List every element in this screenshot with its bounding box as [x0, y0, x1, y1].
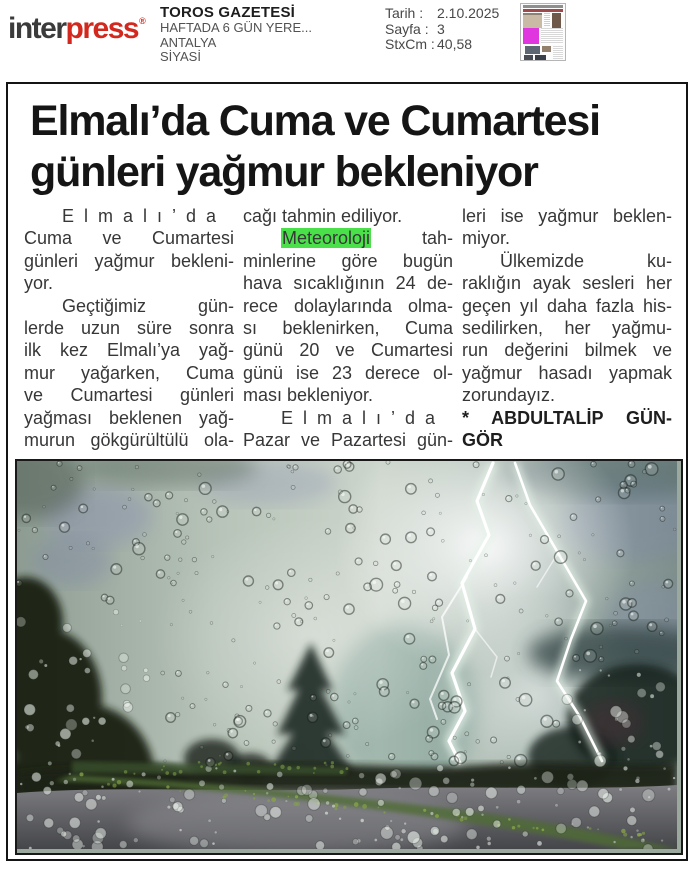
- article-body: [8, 198, 686, 451]
- article-line: günü ise 23 derece ol-: [243, 362, 453, 383]
- article-column-1: [24, 205, 234, 451]
- article-line: Meteoroloji tah-: [282, 228, 453, 249]
- thumb-masthead: [523, 5, 563, 8]
- source-name: TOROS GAZETESİ: [160, 4, 296, 21]
- article-line: hava sıcaklığının 24 de-: [243, 273, 453, 294]
- article-line: geçen yıl daha fazla his-: [462, 295, 672, 316]
- article-line: cağı tahmin ediliyor.: [243, 206, 403, 226]
- clipping-meta: [385, 6, 499, 53]
- article-line: zorundayız.: [462, 385, 556, 406]
- thumb-photo-block: [552, 13, 561, 28]
- source-category: SİYASİ: [160, 49, 201, 64]
- article-line: sedilirken, her yağmu-: [462, 318, 672, 339]
- article-line: sı beklenirken, Cuma: [243, 318, 453, 339]
- meta-value-page: 3: [437, 20, 445, 37]
- logo-text-inter: inter: [8, 12, 66, 45]
- meta-value-date: 2.10.2025: [437, 5, 500, 21]
- logo-text-press: press: [65, 12, 139, 45]
- article-line: leri ise yağmur beklen-: [462, 206, 672, 226]
- article-line: murun gökgürültülü ola-: [24, 430, 234, 451]
- article-line: GÖR: [462, 430, 504, 451]
- thumb-photo-block: [523, 13, 542, 28]
- article-line: rece dolaylarında olma-: [243, 295, 453, 316]
- thumb-photo-block: [542, 46, 551, 52]
- meta-row-stxcm: [385, 37, 499, 53]
- thumb-text-block: [541, 28, 563, 44]
- meta-row-page: [385, 22, 499, 38]
- meta-label-stxcm: StxCm :: [385, 36, 435, 52]
- article-line: ması bekleniyor.: [243, 385, 374, 406]
- thumb-photo-block: [525, 46, 540, 54]
- article-line: Cuma ve Cumartesi: [24, 228, 234, 249]
- article-line: günü 20 ve Cumartesi: [243, 340, 453, 361]
- source-city: ANTALYA: [160, 34, 217, 50]
- storm-photo: [17, 461, 677, 849]
- article-line: yağması beklenen yağ-: [24, 407, 234, 428]
- article-line: minlerine göre bugün: [243, 250, 453, 271]
- article-line: yağmur hasadı yapmak: [462, 362, 672, 383]
- meta-label-date: Tarih :: [385, 5, 424, 21]
- article-line: lerde uzun süre sonra: [24, 318, 234, 339]
- article-line: run değerini bilmek ve: [462, 340, 672, 361]
- article-line: günleri yağmur bekleni-: [24, 250, 234, 271]
- article-column-2: [243, 205, 453, 451]
- thumb-text-block: [553, 46, 563, 59]
- article-line: Elmalı’da: [62, 206, 227, 226]
- article-line: Pazar ve Pazartesi gün-: [243, 430, 453, 451]
- page-thumbnail[interactable]: [520, 3, 566, 61]
- interpress-logo: [8, 4, 146, 46]
- headline: [8, 84, 686, 198]
- article-column-3: [462, 205, 672, 451]
- article-line: Ülkemizde ku-: [500, 250, 672, 271]
- article-line: miyor.: [462, 228, 511, 249]
- clipping-header: [0, 0, 696, 82]
- article-line: * ABDULTALİP GÜN-: [462, 407, 672, 428]
- article-line: ve Cumartesi günleri: [24, 385, 234, 406]
- article-line: mur yağarken, Cuma: [24, 362, 234, 383]
- thumb-headline: [523, 9, 563, 12]
- thumb-photo-block: [524, 55, 533, 60]
- article-line: raklığın ayak sesleri her: [462, 273, 672, 294]
- headline-line-1: Elmalı’da Cuma ve Cumartesi: [30, 97, 600, 145]
- thumb-text-block: [544, 13, 550, 26]
- article-line: Elmalı’da: [281, 407, 446, 428]
- thumb-photo-block: [535, 55, 546, 60]
- highlighted-keyword: Meteoroloji: [282, 228, 371, 249]
- storm-photo-frame: [15, 459, 683, 855]
- meta-row-date: [385, 6, 499, 22]
- meta-label-page: Sayfa :: [385, 20, 429, 37]
- headline-line-2: günleri yağmur bekleniyor: [30, 148, 538, 196]
- source-frequency: HAFTADA 6 GÜN YERE...: [160, 20, 312, 35]
- source-info: [160, 5, 312, 65]
- registered-mark-icon: ®: [139, 16, 146, 26]
- article-line: yor.: [24, 273, 54, 294]
- article-line: ilk kez Elmalı’ya yağ-: [24, 340, 234, 361]
- article-clipping: [6, 82, 688, 861]
- article-line: Geçtiğimiz gün-: [62, 295, 234, 316]
- thumb-article-highlight: [523, 28, 539, 44]
- meta-value-stxcm: 40,58: [437, 36, 473, 52]
